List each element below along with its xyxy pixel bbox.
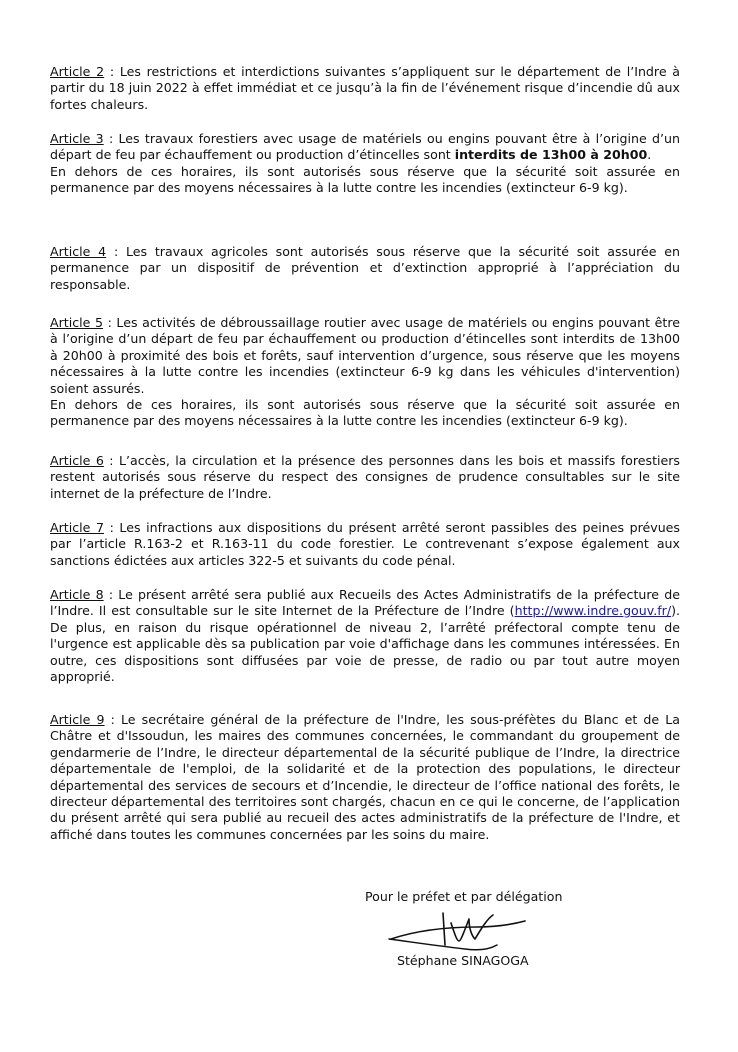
article-text: : Les travaux forestiers avec usage de matériels ou engins pouvant être à l’origine d’un départ de feu par échauffement ou production d’étincelles sont [50, 131, 680, 163]
prefecture-website-link[interactable]: http://www.indre.gouv.fr/ [514, 603, 672, 619]
article-second-paragraph: En dehors de ces horaires, ils sont autorisés sous réserve que la sécurité soit assurée en permanence par des moyens nécessaires à la lutte contre les incendies (extincteur 6-9 kg). [50, 163, 680, 196]
article-text: : Le présent arrêté sera publié aux Recueils des Actes Administratifs de la préfecture de l’Indre. Il est consultable sur le site Internet de la Préfecture de l’Indre ( [50, 587, 680, 619]
article-text: : Les infractions aux dispositions du présent arrêté seront passibles des peines prévues par l’article R.163-2 et R.163-11 du code forestier. Le contrevenant s’expose également aux sanctions édictées aux articles 322-5 et suivants du code pénal. [50, 520, 680, 568]
article-label: Article 7 [50, 520, 104, 535]
article-text: : Les travaux agricoles sont autorisés sous réserve que la sécurité soit assurée en permanence par un dispositif de prévention et d’extinction approprié à l’appréciation du responsable. [50, 244, 680, 292]
article-label: Article 4 [50, 244, 107, 259]
signatory-name: Stéphane SINAGOGA [397, 953, 529, 968]
article-text: : Les restrictions et interdictions suivantes s’appliquent sur le département de l’Indre à partir du 18 juin 2022 à effet immédiat et ce jusqu’à la fin de l’événement risque d’incendie dû aux fortes chaleurs. [50, 64, 681, 112]
article-label: Article 2 [50, 64, 105, 79]
signature-delegation-line: Pour le préfet et par délégation [365, 889, 563, 904]
article-text: : Les activités de débroussaillage routier avec usage de matériels ou engins pouvant être à l’origine d’un départ de feu par échauffement ou production d’étincelles sont interdits de 13h00 à 20h00 à proximité des bois et forêts, sauf intervention d’urgence, sous réserve que les moyens nécessaires à la lutte contre les incendies (extincteur 6-9 kg dans les véhicules d'intervention) soient assurés. [50, 315, 680, 396]
article-2 [50, 64, 680, 113]
article-text: : Le secrétaire général de la préfecture de l'Indre, les sous-préfètes du Blanc et de La Châtre et d'Issoudun, les maires des communes concernées, le commandant du groupement de gendarmerie de l’Indre, le directeur départemental de la sécurité publique de l’Indre, la directrice départementale de l'emploi, de la solidarité et de la protection des populations, le directeur départemental des services de secours et d’Incendie, le directeur de l’office national des forêts, le directeur départemental des territoires sont chargés, chacun en ce qui le concerne, de l’application du présent arrêté qui sera publié au recueil des actes administratifs de la préfecture de l'Indre, et affiché dans toutes les communes concernées par les soins du maire. [50, 712, 680, 842]
handwritten-signature-icon [385, 905, 535, 955]
article-label: Article 9 [50, 712, 105, 727]
article-text-end: ). De plus, en raison du risque opérationnel de niveau 2, l’arrêté préfectoral compte tenu de l'urgence est applicable dès sa publication par voie d'affichage dans les communes intéressées. En outre, ces dispositions sont diffusées par voie de presse, de radio ou par tout autre moyen approprié. [50, 603, 680, 685]
article-text: : L’accès, la circulation et la présence des personnes dans les bois et massifs forestiers restent autorisés sous réserve du respect des consignes de prudence consultables sur le site internet de la préfecture de l’Indre. [50, 453, 680, 501]
article-label: Article 8 [50, 587, 104, 602]
article-3 [50, 131, 680, 197]
article-text-end: . [647, 147, 652, 163]
article-label: Article 3 [50, 131, 104, 146]
article-9 [50, 712, 680, 843]
article-8 [50, 587, 680, 685]
article-label: Article 5 [50, 315, 104, 330]
article-bold-text: interdits de 13h00 à 20h00 [454, 147, 648, 163]
article-second-paragraph: En dehors de ces horaires, ils sont autorisés sous réserve que la sécurité soit assurée en permanence par des moyens nécessaires à la lutte contre les incendies (extincteur 6-9 kg). [50, 397, 680, 429]
article-4 [50, 244, 680, 293]
article-5 [50, 315, 680, 430]
article-6 [50, 453, 680, 502]
article-7 [50, 520, 680, 569]
article-label: Article 6 [50, 453, 104, 468]
